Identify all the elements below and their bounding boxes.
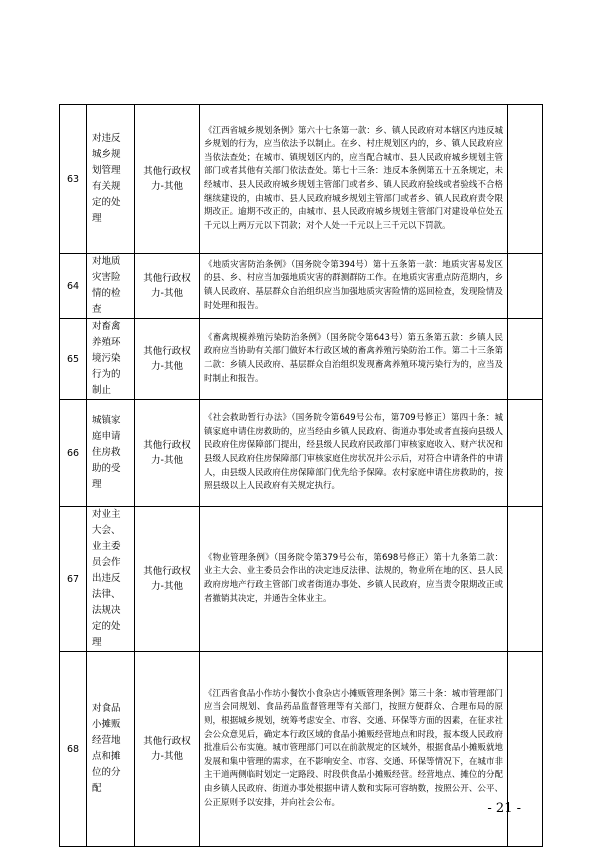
- row-number: 67: [60, 507, 87, 652]
- power-type: 其他行政权力-其他: [135, 254, 200, 319]
- table-row: [60, 652, 543, 847]
- empty-cell: [508, 652, 543, 847]
- item-name: 对食品小摊贩经营地点和摊位的分配: [87, 652, 135, 847]
- legal-basis: 《社会救助暂行办法》（国务院令第649号公布，第709号修正）第四十条：城镇家庭申请住房救助的，应当经由乡镇人民政府、街道办事处或者直接向县级人民政府住房保障部门提出，经县级人民政府民政部门审核家庭收入、财产状况和县级人民政府住房保障部门审核家庭住房状况并公示后，对符合申请条件的申请人，由县级人民政府住房保障部门优先给予保障。农村家庭申请住房救助的，按照县级以上人民政府有关规定执行。: [200, 400, 508, 507]
- legal-basis: 《地质灾害防治条例》（国务院令第394号）第十五条第一款：地质灾害易发区的县、乡、村应当加强地质灾害的群测群防工作。在地质灾害重点防范期内，乡镇人民政府、基层群众自治组织应当加强地质灾害险情的巡回检查，发现险情及时处理和报告。: [200, 254, 508, 319]
- empty-cell: [508, 105, 543, 254]
- legal-basis: 《江西省城乡规划条例》第六十七条第一款：乡、镇人民政府对本辖区内违反城乡规划的行为，应当依法予以制止。在乡、村庄规划区内的，乡、镇人民政府应当依法查处；在城市、镇规划区内的，应当配合城市、县人民政府城乡规划主管部门或者其他有关部门依法查处。第七十三条：违反本条例第五十五条规定，未经城市、县人民政府城乡规划主管部门或者乡、镇人民政府验线或者验线不合格继续建设的，由城市、县人民政府城乡规划主管部门或者乡、镇人民政府责令限期改正。逾期不改正的，由城市、县人民政府城乡规划主管部门对建设单位处五千元以上两万元以下罚款；对个人处一千元以上三千元以下罚款。: [200, 105, 508, 254]
- table-row: [60, 507, 543, 652]
- table-row: [60, 400, 543, 507]
- power-type: 其他行政权力-其他: [135, 507, 200, 652]
- power-type: 其他行政权力-其他: [135, 105, 200, 254]
- table-row: [60, 105, 543, 254]
- powers-table: [59, 104, 543, 847]
- row-number: 63: [60, 105, 87, 254]
- page-number: - 21 -: [487, 801, 521, 816]
- legal-basis: 《畜禽规模养殖污染防治条例》（国务院令第643号）第五条第五款：乡镇人民政府应当协助有关部门做好本行政区域的畜禽养殖污染防治工作。第二十三条第二款：乡镇人民政府、基层群众自治组织发现畜禽养殖环境污染行为的，应当及时制止和报告。: [200, 319, 508, 400]
- row-number: 68: [60, 652, 87, 847]
- power-type: 其他行政权力-其他: [135, 652, 200, 847]
- item-name: 对地质灾害险情的检查: [87, 254, 135, 319]
- row-number: 66: [60, 400, 87, 507]
- item-name: 城镇家庭申请住房救助的受理: [87, 400, 135, 507]
- row-number: 64: [60, 254, 87, 319]
- table-row: [60, 319, 543, 400]
- empty-cell: [508, 507, 543, 652]
- table-row: [60, 254, 543, 319]
- power-type: 其他行政权力-其他: [135, 400, 200, 507]
- item-name: 对违反城乡规划管理有关规定的处理: [87, 105, 135, 254]
- item-name: 对业主大会、业主委员会作出违反法律、法规决定的处理: [87, 507, 135, 652]
- empty-cell: [508, 400, 543, 507]
- legal-basis: 《江西省食品小作坊小餐饮小食杂店小摊贩管理条例》第三十条：城市管理部门应当会同规划、食品药品监督管理等有关部门，按照方便群众、合理布局的原则，根据城乡规划，统筹考虑安全、市容、交通、环保等方面的因素，在征求社会公众意见后，确定本行政区域的食品小摊贩经营地点和时段，报本级人民政府批准后公布实施。城市管理部门可以在前款规定的区域外，根据食品小摊贩就地发展和集中管理的需求，在不影响安全、市容、交通、环保等情况下，在城市非主干道两侧临时划定一定路段、时段供食品小摊贩经营。经营地点、摊位的分配由乡镇人民政府、街道办事处根据申请人数和实际可容纳数，按照公开、公平、公正原则予以安排，并向社会公布。: [200, 652, 508, 847]
- row-number: 65: [60, 319, 87, 400]
- empty-cell: [508, 319, 543, 400]
- legal-basis: 《物业管理条例》（国务院令第379号公布，第698号修正）第十九条第二款：业主大会、业主委员会作出的决定违反法律、法规的，物业所在地的区、县人民政府房地产行政主管部门或者街道办事处、乡镇人民政府，应当责令限期改正或者撤销其决定，并通告全体业主。: [200, 507, 508, 652]
- item-name: 对畜禽养殖环境污染行为的制止: [87, 319, 135, 400]
- empty-cell: [508, 254, 543, 319]
- power-type: 其他行政权力-其他: [135, 319, 200, 400]
